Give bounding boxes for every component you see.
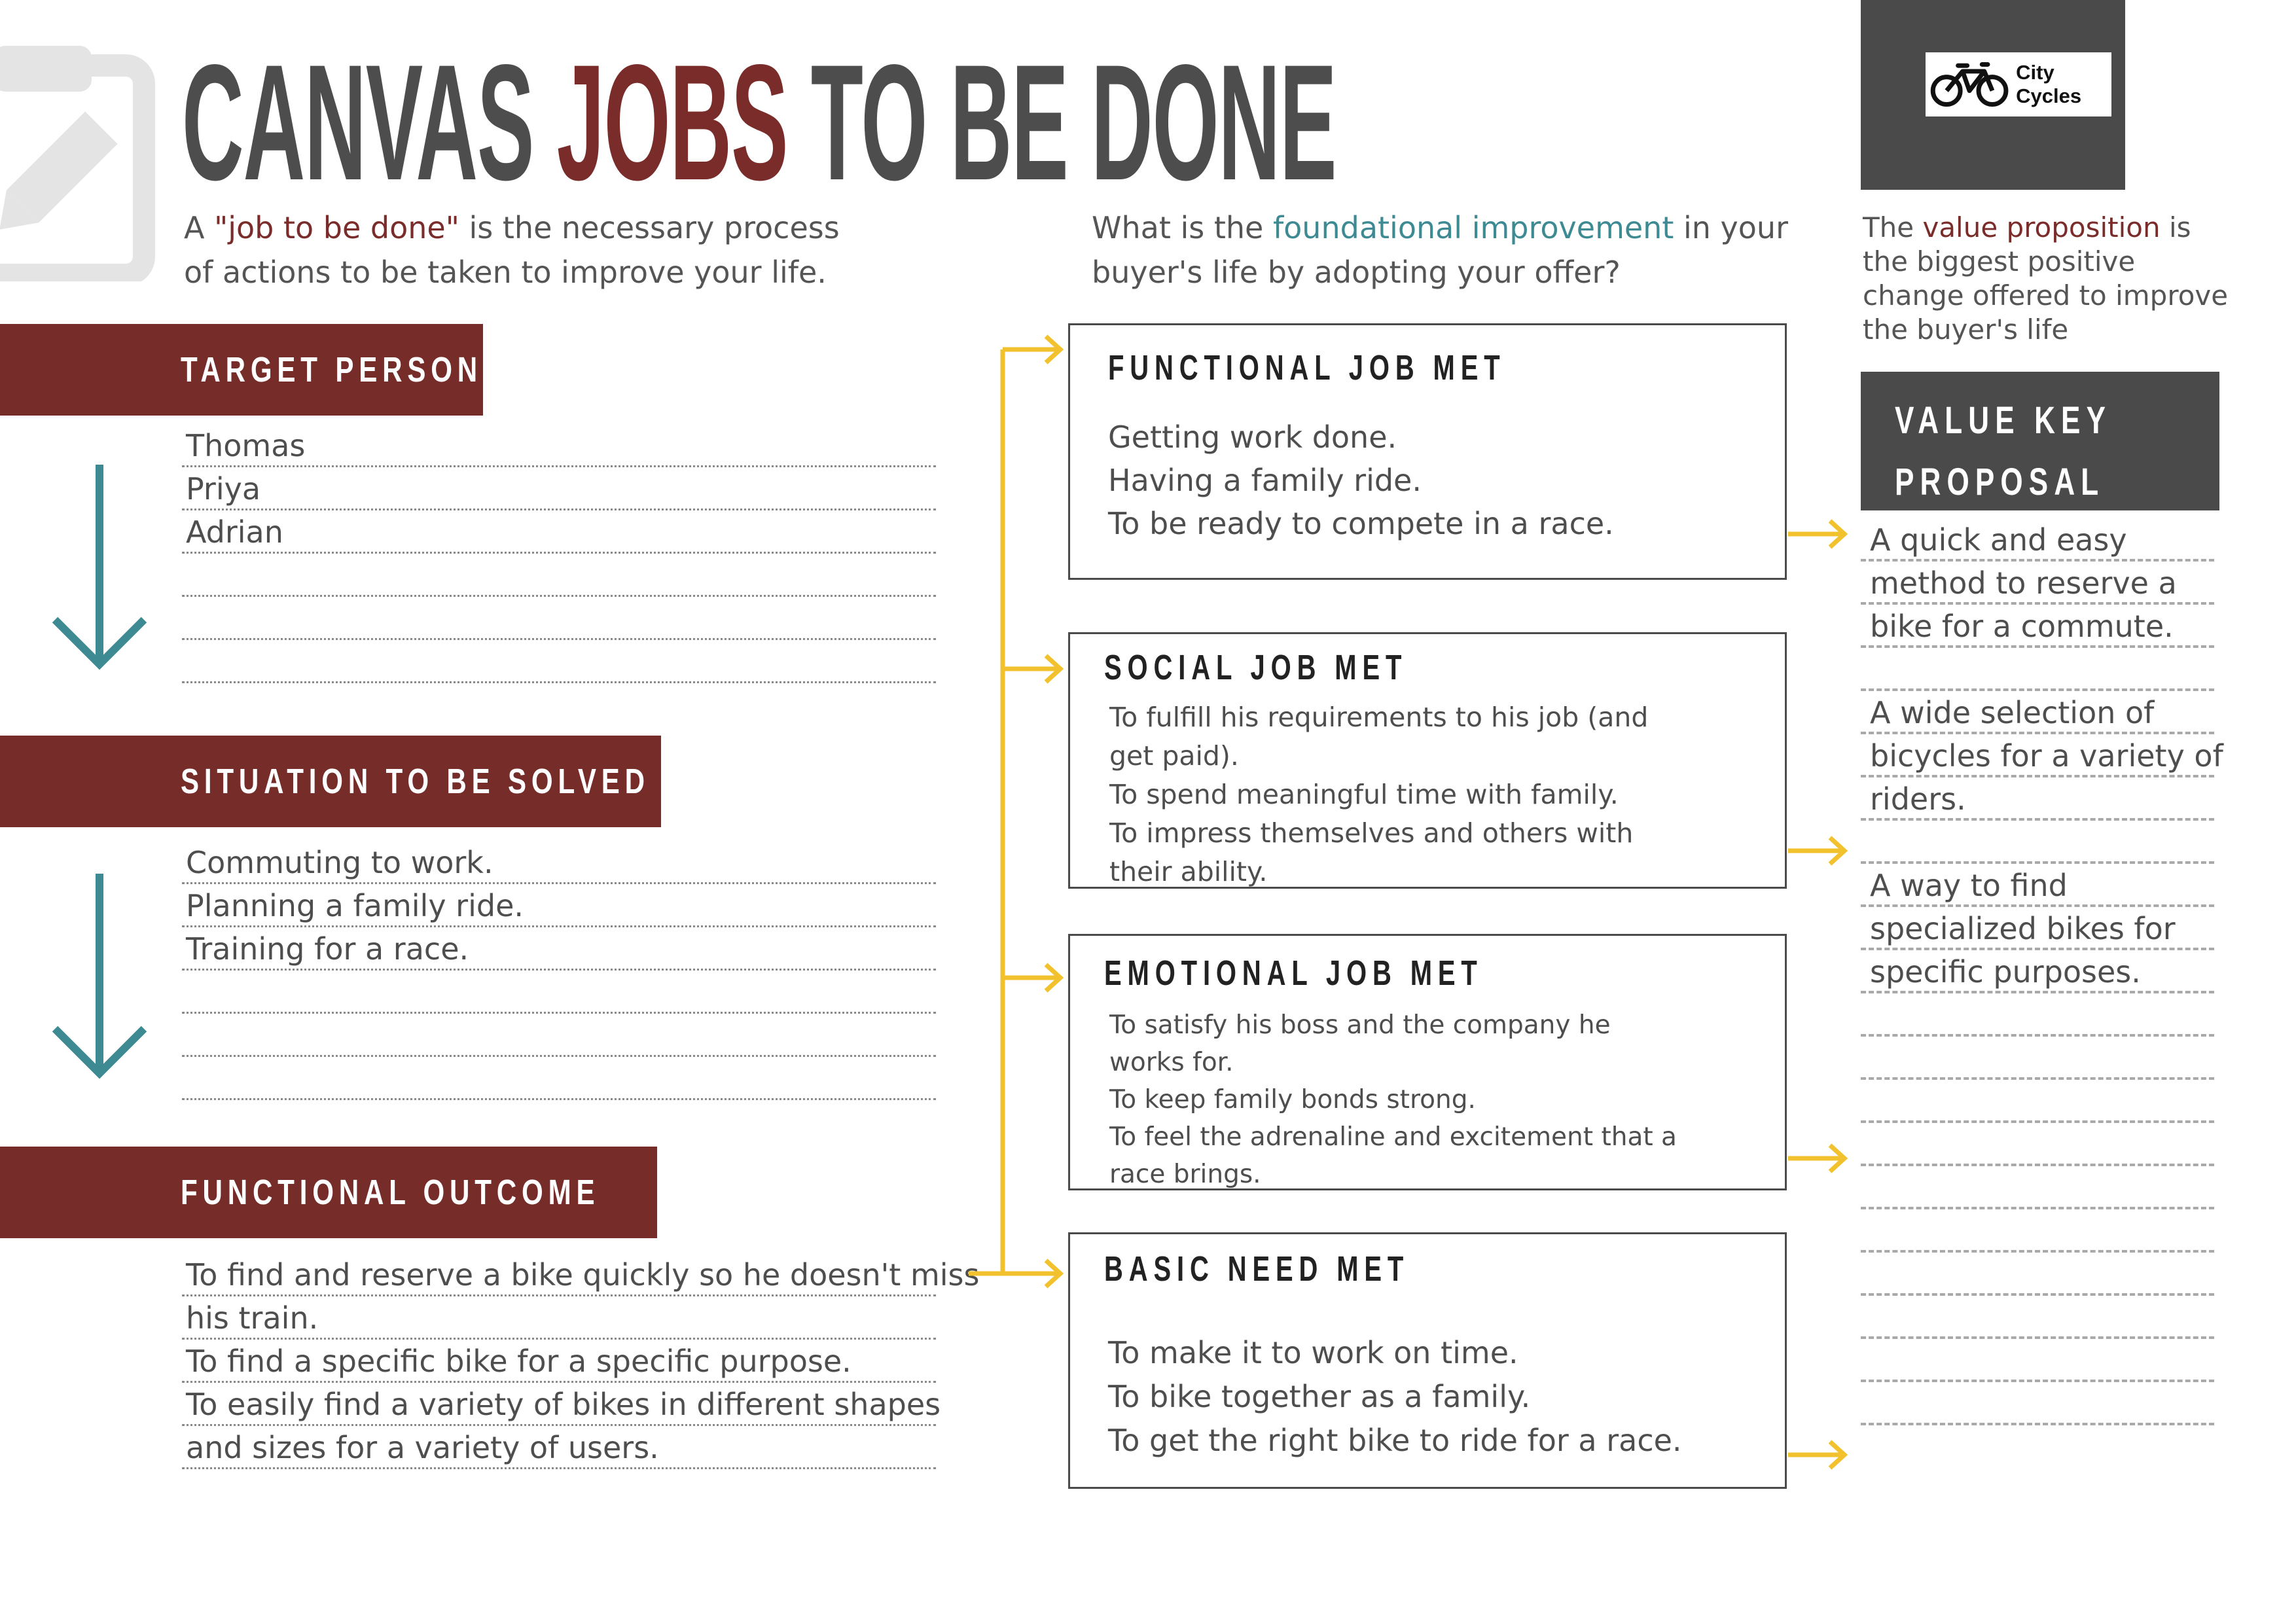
job-line: Getting work done. — [1108, 419, 1397, 455]
target-person-list — [182, 424, 936, 683]
value-line — [1861, 1080, 2214, 1123]
list-item: Commuting to work. — [182, 841, 936, 884]
value-line — [1861, 1296, 2214, 1339]
list-item — [182, 1014, 936, 1057]
value-line: A way to find — [1861, 864, 2214, 907]
value-line — [1861, 1339, 2214, 1382]
job-line: To get the right bike to ride for a race. — [1108, 1423, 1682, 1458]
list-item: To easily find a variety of bikes in different shapes — [182, 1383, 936, 1426]
value-line — [1861, 993, 2214, 1037]
value-key-proposal-header: VALUE KEY PROPOSAL — [1861, 372, 2219, 510]
connector-arrows-right — [1788, 510, 1860, 1492]
list-item: Priya — [182, 467, 936, 510]
list-item: Planning a family ride. — [182, 884, 936, 927]
value-line — [1861, 821, 2214, 864]
value-line: specialized bikes for — [1861, 907, 2214, 950]
list-item: Thomas — [182, 424, 936, 467]
box-title: BASIC NEED MET — [1104, 1249, 1410, 1289]
logo-panel — [1861, 0, 2125, 190]
value-line: method to reserve a — [1861, 562, 2214, 605]
job-line: To satisfy his boss and the company he works for. — [1109, 1010, 1611, 1077]
bicycle-icon — [1929, 58, 2009, 111]
value-key-proposal-list — [1861, 518, 2223, 1425]
value-line: A wide selection of — [1861, 691, 2214, 734]
box-title: FUNCTIONAL JOB MET — [1108, 348, 1506, 387]
intro-right: The value proposition is the biggest positive change offered to improve the buyer's life — [1863, 211, 2229, 346]
value-line: riders. — [1861, 777, 2214, 821]
list-item: his train. — [182, 1296, 936, 1340]
basic-need-lines — [1108, 1331, 1763, 1463]
list-item — [182, 971, 936, 1014]
title-accent: JOBS — [556, 31, 788, 215]
functional-job-box — [1068, 323, 1787, 580]
emotional-job-lines — [1109, 1007, 1685, 1193]
job-line: To spend meaningful time with family. — [1109, 779, 1619, 810]
logo — [1926, 52, 2111, 116]
list-item: and sizes for a variety of users. — [182, 1426, 936, 1469]
value-line: bicycles for a variety of — [1861, 734, 2214, 777]
clipboard-pencil-icon — [0, 26, 157, 281]
value-line — [1861, 1253, 2214, 1296]
job-line: To be ready to compete in a race. — [1108, 506, 1614, 541]
value-line — [1861, 1209, 2214, 1253]
intro-left: A "job to be done" is the necessary process of actions to be taken to improve your life. — [184, 210, 840, 290]
job-line: To make it to work on time. — [1108, 1335, 1518, 1370]
job-line: To feel the adrenaline and excitement that a race brings. — [1109, 1122, 1677, 1189]
functional-job-lines — [1108, 416, 1763, 545]
job-line: Having a family ride. — [1108, 463, 1422, 498]
down-arrow-icon — [50, 465, 149, 674]
situation-list — [182, 841, 936, 1100]
list-item: To find and reserve a bike quickly so he doesn't miss — [182, 1253, 936, 1296]
list-item: To find a specific bike for a specific purpose. — [182, 1340, 936, 1383]
list-item — [182, 640, 936, 683]
basic-need-box — [1068, 1232, 1787, 1489]
emotional-job-box — [1068, 934, 1787, 1190]
value-line — [1861, 1166, 2214, 1209]
situation-header: SITUATION TO BE SOLVED — [0, 736, 661, 827]
functional-outcome-list — [182, 1253, 980, 1469]
list-item — [182, 1057, 936, 1100]
target-person-header: TARGET PERSON — [0, 324, 483, 416]
functional-outcome-header: FUNCTIONAL OUTCOME — [0, 1147, 657, 1238]
job-line: To bike together as a family. — [1108, 1379, 1531, 1414]
connector-arrows-left — [969, 327, 1067, 1322]
social-job-lines — [1109, 698, 1685, 891]
job-line: To impress themselves and others with their ability. — [1109, 817, 1634, 887]
logo-text: City Cycles — [2016, 61, 2082, 107]
value-line — [1861, 1123, 2214, 1166]
list-item — [182, 597, 936, 640]
value-line — [1861, 1382, 2214, 1425]
job-line: To keep family bonds strong. — [1109, 1085, 1476, 1115]
value-line: A quick and easy — [1861, 518, 2214, 562]
list-item: Adrian — [182, 510, 936, 554]
box-title: EMOTIONAL JOB MET — [1104, 954, 1483, 993]
intro-middle: What is the foundational improvement in your buyer's life by adopting your offer? — [1092, 210, 1788, 290]
list-item: Training for a race. — [182, 927, 936, 971]
value-line — [1861, 648, 2214, 691]
value-line: specific purposes. — [1861, 950, 2214, 993]
page-title: CANVAS JOBS TO BE DONE — [182, 31, 1336, 215]
box-title: SOCIAL JOB MET — [1104, 648, 1408, 687]
value-line — [1861, 1037, 2214, 1080]
value-line: bike for a commute. — [1861, 605, 2214, 648]
job-line: To fulfill his requirements to his job (and get paid). — [1109, 702, 1649, 772]
list-item — [182, 554, 936, 597]
down-arrow-icon — [50, 874, 149, 1083]
social-job-box — [1068, 632, 1787, 889]
